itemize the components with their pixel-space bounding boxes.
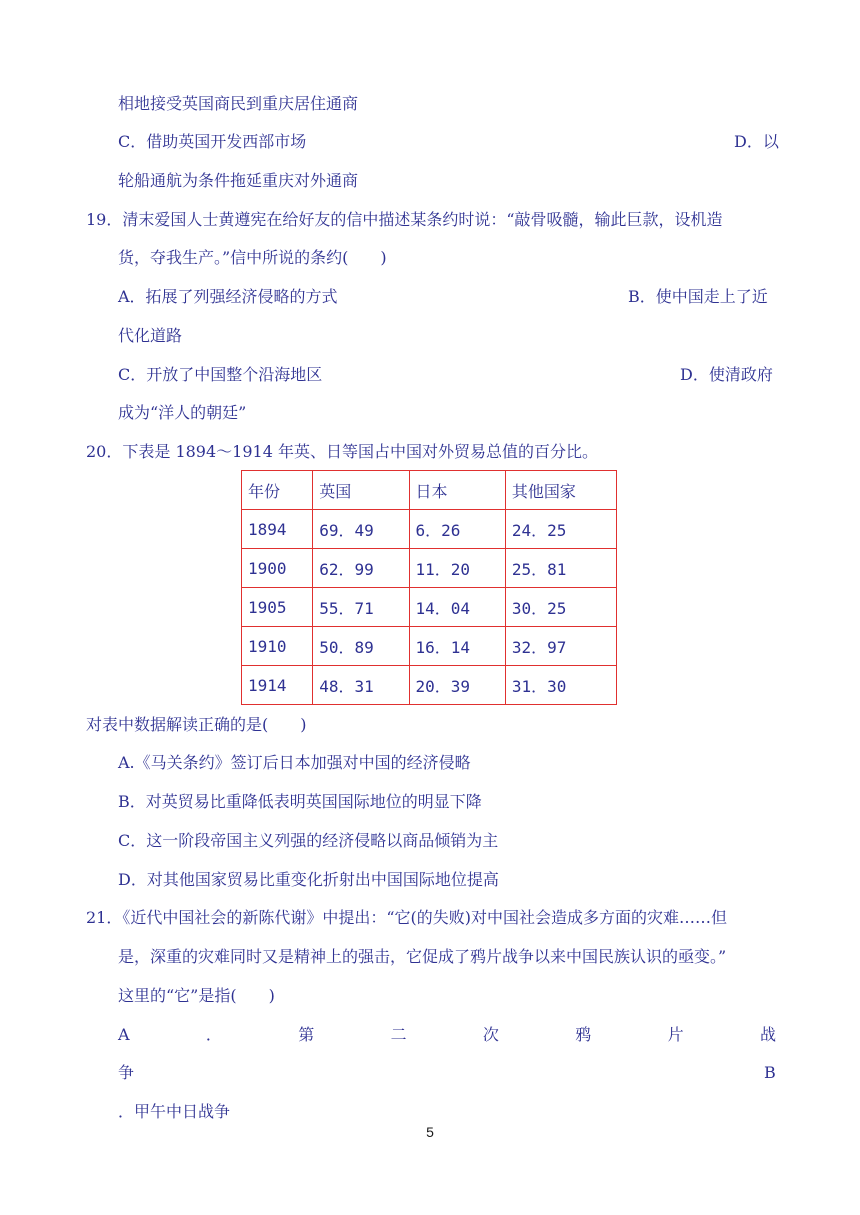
table-cell: 62．99 (313, 549, 409, 588)
table-cell: 50．89 (313, 627, 409, 666)
table-cell: 20．39 (409, 666, 505, 705)
question-21-cont: 这里的“它”是指( ) (118, 986, 275, 1005)
option-d: D．使清政府 (680, 365, 773, 384)
option-c: C．开放了中国整个沿海地区 (118, 365, 323, 384)
table-cell: 14．04 (409, 588, 505, 627)
option-b: B (764, 1063, 776, 1082)
option-a-justified (118, 1024, 776, 1046)
char: 片 (667, 1025, 684, 1044)
question-19: 19．清末爱国人士黄遵宪在给好友的信中描述某条约时说：“敲骨吸髓，输此巨款，设机造 (86, 210, 723, 229)
table-cell: 16．14 (409, 627, 505, 666)
char: 战 (759, 1025, 776, 1044)
table-cell: 1905 (242, 588, 313, 627)
table-cell: 69．49 (313, 510, 409, 549)
option-d: D．以 (734, 132, 779, 151)
table-cell: 6．26 (409, 510, 505, 549)
table-cell: 32．97 (505, 627, 616, 666)
table-cell: 11．20 (409, 549, 505, 588)
column-header: 年份 (242, 471, 313, 510)
option-b: B．使中国走上了近 (628, 287, 768, 306)
table-cell: 1900 (242, 549, 313, 588)
option-c: C．借助英国开发西部市场 (118, 132, 307, 151)
column-header: 其他国家 (505, 471, 616, 510)
question-21-cont: 是，深重的灾难同时又是精神上的强击，它促成了鸦片战争以来中国民族认识的亟变。” (118, 947, 727, 966)
option-d: D．对其他国家贸易比重变化折射出中国国际地位提高 (118, 870, 499, 889)
option-b-cont: 代化道路 (118, 326, 183, 345)
option-a-cont: 争 (118, 1063, 135, 1082)
table-cell: 1910 (242, 627, 313, 666)
char: 二 (390, 1025, 407, 1044)
table-cell: 48．31 (313, 666, 409, 705)
question-19-cont: 货，夺我生产。”信中所说的条约( ) (118, 248, 387, 267)
table-header-row (242, 471, 617, 510)
text-line: 轮船通航为条件拖延重庆对外通商 (118, 171, 359, 190)
table-row (242, 549, 617, 588)
text-line: 相地接受英国商民到重庆居住通商 (118, 94, 359, 113)
column-header: 日本 (409, 471, 505, 510)
table-cell: 1914 (242, 666, 313, 705)
option-b-cont: ．甲午中日战争 (118, 1102, 231, 1121)
option-c: C．这一阶段帝国主义列强的经济侵略以商品倾销为主 (118, 831, 499, 850)
trade-table (241, 470, 617, 705)
question-20-stem: 对表中数据解读正确的是( ) (86, 715, 307, 734)
table-cell: 1894 (242, 510, 313, 549)
table-row (242, 666, 617, 705)
char: ． (205, 1025, 222, 1044)
char: 次 (482, 1025, 499, 1044)
question-20: 20．下表是 1894～1914 年英、日等国占中国对外贸易总值的百分比。 (86, 442, 598, 461)
option-d-cont: 成为“洋人的朝廷” (118, 403, 247, 422)
table-cell: 31．30 (505, 666, 616, 705)
option-b: B．对英贸易比重降低表明英国国际地位的明显下降 (118, 792, 482, 811)
question-21: 21．《近代中国社会的新陈代谢》中提出：“它(的失败)对中国社会造成多方面的灾难……但 (86, 908, 728, 927)
char: A (118, 1025, 130, 1044)
page-number: 5 (426, 1124, 434, 1140)
table-row (242, 627, 617, 666)
table-row (242, 510, 617, 549)
char: 第 (298, 1025, 315, 1044)
table-cell: 30．25 (505, 588, 616, 627)
table-cell: 55．71 (313, 588, 409, 627)
table-row (242, 588, 617, 627)
column-header: 英国 (313, 471, 409, 510)
char: 鸦 (575, 1025, 592, 1044)
option-a: A.《马关条约》签订后日本加强对中国的经济侵略 (118, 753, 471, 772)
table-cell: 25．81 (505, 549, 616, 588)
option-a: A．拓展了列强经济侵略的方式 (118, 287, 338, 306)
table-cell: 24．25 (505, 510, 616, 549)
